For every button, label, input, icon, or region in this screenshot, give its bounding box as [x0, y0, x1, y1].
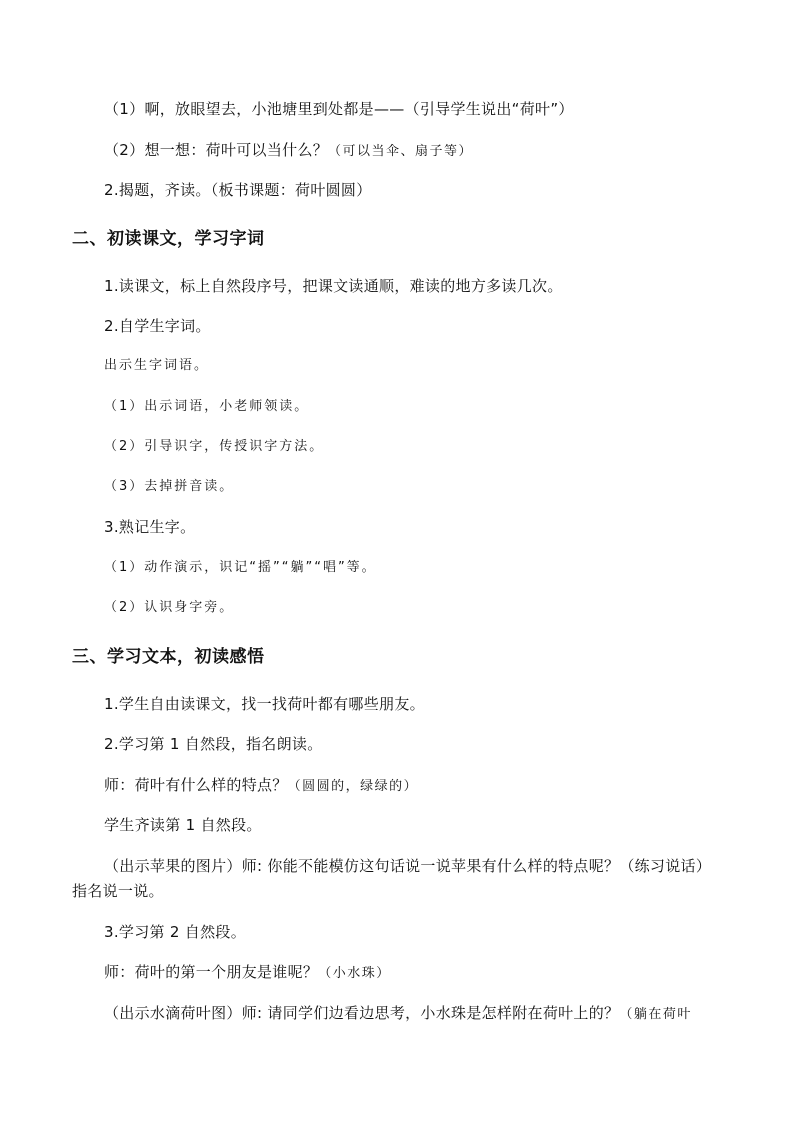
para-study-2: 3.学习第 2 自然段。	[104, 923, 246, 941]
para-study-1: 2.学习第 1 自然段，指名朗读。	[104, 735, 323, 753]
para-intro-2: （2）想一想：荷叶可以当什么？（可以当伞、扇子等）	[104, 141, 474, 159]
para-show-words: 出示生字词语。	[104, 358, 210, 373]
para-memorize-1: （1）动作演示，识记“摇”“躺”“唱”等。	[104, 560, 377, 575]
para-show-words-3: （3）去掉拼音读。	[104, 479, 235, 494]
para-teacher-q1: 师：荷叶有什么样的特点？（圆圆的，绿绿的）	[104, 776, 419, 794]
para-teacher-q2: 师：荷叶的第一个朋友是谁呢？（小水珠）	[104, 963, 391, 981]
para-apple: （出示苹果的图片）师: 你能不能模仿这句话说一说苹果有什么样的特点呢？（练习说话）	[104, 857, 712, 875]
para-intro-1: （1）啊，放眼望去，小池塘里到处都是——（引导学生说出“荷叶”）	[104, 100, 574, 118]
para-show-words-2: （2）引导识字，传授识字方法。	[104, 439, 325, 454]
para-memorize-2: （2）认识身字旁。	[104, 600, 235, 615]
para-water-drop: （出示水滴荷叶图）师: 请同学们边看边思考，小水珠是怎样附在荷叶上的？（躺在荷叶	[104, 1004, 692, 1022]
para-show-words-1: （1）出示词语，小老师领读。	[104, 399, 310, 414]
para-free-read: 1.学生自由读课文，找一找荷叶都有哪些朋友。	[104, 695, 425, 713]
para-read-1: 学生齐读第 1 自然段。	[104, 816, 262, 834]
para-memorize: 3.熟记生字。	[104, 518, 196, 536]
para-reveal-title: 2.揭题，齐读。（板书课题：荷叶圆圆）	[104, 181, 372, 199]
para-self-study: 2.自学生字词。	[104, 317, 211, 335]
para-read-text: 1.读课文，标上自然段序号，把课文读通顺，难读的地方多读几次。	[104, 277, 563, 295]
section-heading-3: 三、学习文本，初读感悟	[72, 647, 265, 667]
section-heading-2: 二、初读课文，学习字词	[72, 229, 265, 249]
para-apple-cont: 指名说一说。	[72, 882, 164, 900]
